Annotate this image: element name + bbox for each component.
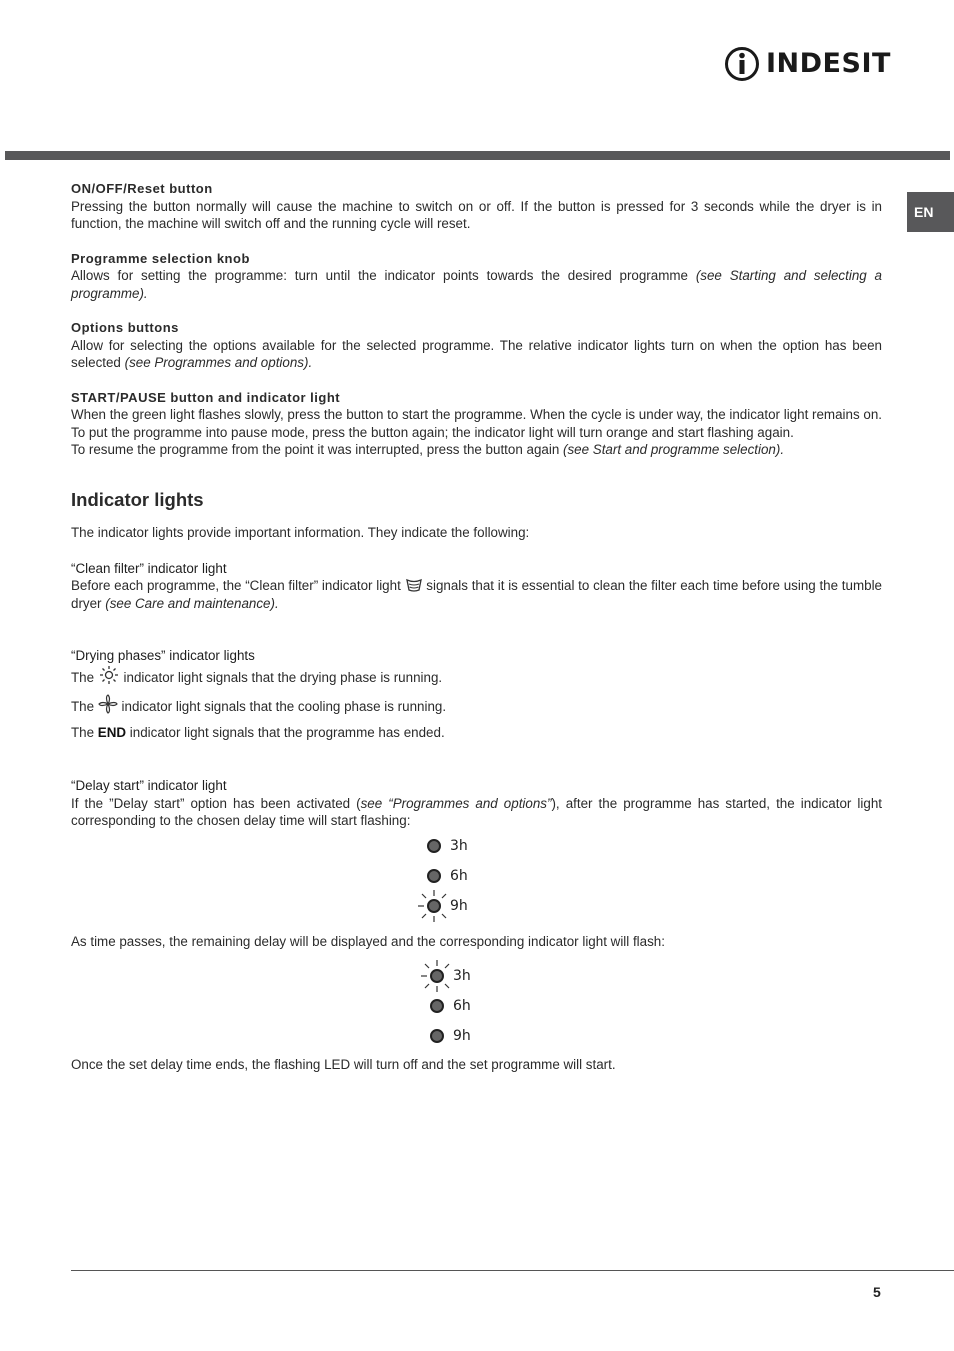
delay-ref: see “Programmes and options”	[360, 795, 552, 811]
led-label-6h: 6h	[450, 868, 468, 884]
startpause-text2: To resume the programme from the point it was interrupted, press the button again	[71, 442, 563, 457]
indicator-title: Indicator lights	[71, 488, 204, 510]
delay-text-b: ), after the programme has started, the indicator light corresponding to the chosen delay time will start flashing:	[71, 795, 882, 828]
knob-heading: Programme selection knob	[71, 250, 250, 266]
flashing-rays-icon	[419, 958, 455, 994]
led-label-9h: 9h	[453, 1028, 471, 1044]
delay-end-text: Once the set delay time ends, the flashing LED will turn off and the set programme will start.	[71, 1057, 616, 1072]
options-paragraph	[71, 337, 882, 372]
options-heading: Options buttons	[71, 320, 179, 335]
clean-filter-text-a: Before each programme, the “Clean filter” indicator light	[71, 578, 405, 593]
knob-ref: (see Starting and selecting a programme).	[71, 268, 883, 301]
startpause-heading: START/PAUSE button and indicator light	[71, 389, 341, 405]
drying-line-b: indicator light signals that the drying phase is running.	[119, 669, 443, 685]
drying-phases-section	[71, 647, 882, 741]
clean-filter-text-b: signals that it is essential to clean the filter each time before using the tumble dryer	[71, 578, 882, 611]
delay-led-row	[430, 991, 471, 1021]
delay-text-a: If the ”Delay start” option has been activated (	[71, 795, 361, 811]
delay-start-heading: “Delay start” indicator light	[71, 778, 227, 793]
led-label-3h: 3h	[453, 968, 471, 984]
page-content	[71, 180, 882, 830]
options-text: Allow for selecting the options available for the selected programme. The relative indicator lights turn on when the option has been selected	[71, 337, 882, 370]
startpause-section	[71, 389, 882, 459]
indicator-intro: The indicator lights provide important information. They indicate the following:	[71, 525, 530, 540]
clean-filter-paragraph	[71, 577, 882, 612]
options-section	[71, 319, 882, 372]
header-bar	[5, 151, 950, 160]
brand-name: INDESIT	[766, 48, 891, 79]
clean-filter-heading: “Clean filter” indicator light	[71, 560, 227, 576]
cooling-line-a: The	[71, 699, 98, 714]
drying-line-a: The	[71, 669, 98, 685]
clean-filter-ref: (see Care and maintenance).	[105, 595, 279, 611]
end-label: END	[97, 724, 127, 740]
knob-section	[71, 250, 882, 303]
footer-rule	[71, 1270, 954, 1271]
delay-led-row	[427, 861, 468, 891]
startpause-paragraph2	[71, 441, 882, 459]
drying-line	[71, 665, 882, 687]
cooling-line	[71, 694, 882, 716]
cooling-line-b: indicator light signals that the cooling phase is running.	[117, 699, 447, 714]
led-indicator	[427, 839, 441, 853]
indesit-logo	[724, 46, 891, 82]
options-ref: (see Programmes and options).	[124, 355, 313, 370]
flashing-rays-icon	[416, 888, 452, 924]
led-label-9h: 9h	[450, 898, 468, 914]
led-label-6h: 6h	[453, 998, 471, 1014]
onoff-section	[71, 180, 882, 233]
drying-phases-heading: “Drying phases” indicator lights	[71, 648, 255, 663]
delay-middle-text: As time passes, the remaining delay will be displayed and the corresponding indicator light will flash:	[71, 934, 665, 949]
end-line-a: The	[71, 724, 98, 740]
led-label-3h: 3h	[450, 838, 468, 854]
delay-led-row	[427, 891, 468, 921]
led-indicator	[427, 869, 441, 883]
clean-filter-icon	[405, 578, 423, 593]
delay-led-row	[430, 961, 471, 991]
delay-led-row	[427, 831, 468, 861]
language-tab: EN	[907, 192, 954, 232]
delay-start-section	[71, 777, 882, 830]
cooling-fan-icon	[98, 694, 118, 714]
indesit-logo-mark-icon	[724, 46, 760, 82]
delay-start-paragraph	[71, 795, 882, 830]
onoff-text: Pressing the button normally will cause the machine to switch on or off. If the button is pressed for 3 seconds while the dryer is in function, the machine will switch off and the running cycle will reset.	[71, 198, 882, 231]
knob-paragraph	[71, 267, 882, 302]
startpause-text1: When the green light flashes slowly, press the button to start the programme. When the cycle is under way, the indicator light remains on. To put the programme into pause mode, press the button again; the indicator light will turn orange and start flashing again.	[71, 407, 882, 440]
end-line	[71, 724, 882, 742]
end-line-b: indicator light signals that the programme has ended.	[126, 724, 445, 740]
led-indicator	[430, 999, 444, 1013]
drying-sun-icon	[98, 665, 120, 685]
onoff-heading: ON/OFF/Reset button	[71, 181, 213, 196]
led-indicator	[430, 1029, 444, 1043]
page-number: 5	[873, 1284, 881, 1300]
clean-filter-section	[71, 560, 882, 613]
delay-led-row	[430, 1021, 471, 1051]
knob-text: Allows for setting the programme: turn until the indicator points towards the desired programme	[71, 268, 696, 283]
startpause-ref: (see Start and programme selection).	[563, 442, 785, 457]
